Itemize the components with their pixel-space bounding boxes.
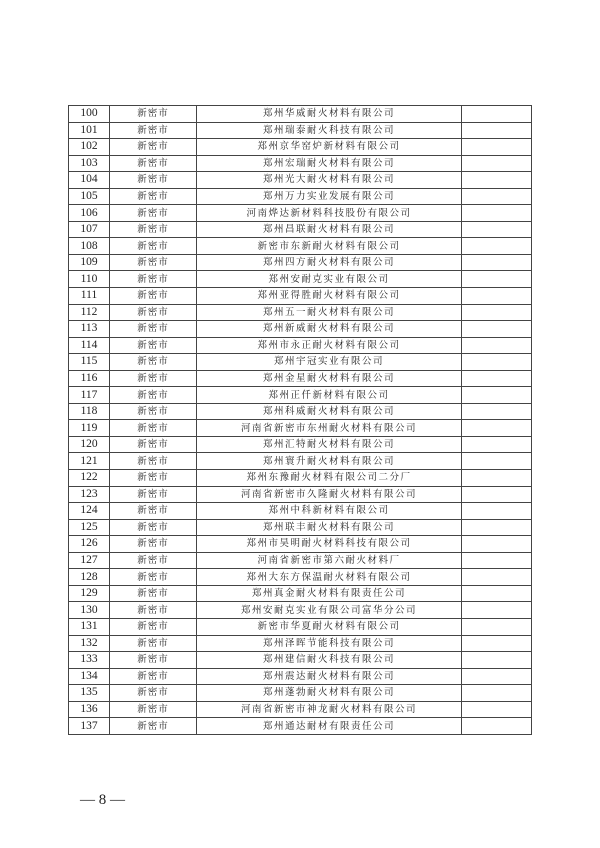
row-city: 新密市	[110, 602, 197, 619]
row-number: 112	[69, 304, 110, 321]
row-note	[462, 288, 532, 305]
row-number: 120	[69, 436, 110, 453]
table-row	[69, 569, 532, 586]
row-city: 新密市	[110, 420, 197, 437]
row-note	[462, 718, 532, 735]
table-row	[69, 668, 532, 685]
row-note	[462, 470, 532, 487]
row-company: 郑州万力实业发展有限公司	[197, 188, 462, 205]
row-number: 115	[69, 354, 110, 371]
row-number: 106	[69, 205, 110, 222]
row-note	[462, 205, 532, 222]
row-city: 新密市	[110, 188, 197, 205]
row-number: 121	[69, 453, 110, 470]
row-company: 郑州京华窑炉新材料有限公司	[197, 139, 462, 156]
row-city: 新密市	[110, 387, 197, 404]
row-number: 113	[69, 321, 110, 338]
row-note	[462, 635, 532, 652]
row-company: 郑州东豫耐火材料有限公司二分厂	[197, 470, 462, 487]
row-number: 136	[69, 701, 110, 718]
row-city: 新密市	[110, 453, 197, 470]
table-row	[69, 337, 532, 354]
row-company: 郑州宏瑞耐火材料有限公司	[197, 155, 462, 172]
row-city: 新密市	[110, 172, 197, 189]
table-row	[69, 403, 532, 420]
row-city: 新密市	[110, 254, 197, 271]
row-company: 郑州蓬勃耐火材料有限公司	[197, 685, 462, 702]
row-number: 108	[69, 238, 110, 255]
row-company: 郑州四方耐火材料有限公司	[197, 254, 462, 271]
row-note	[462, 585, 532, 602]
row-company: 河南烨达新材料科技股份有限公司	[197, 205, 462, 222]
row-company: 郑州金星耐火材料有限公司	[197, 370, 462, 387]
row-note	[462, 569, 532, 586]
row-note	[462, 122, 532, 139]
row-company: 郑州昌联耐火材料有限公司	[197, 221, 462, 238]
row-city: 新密市	[110, 685, 197, 702]
table-row	[69, 486, 532, 503]
row-number: 104	[69, 172, 110, 189]
table-row	[69, 321, 532, 338]
row-number: 125	[69, 519, 110, 536]
row-number: 134	[69, 668, 110, 685]
row-company: 河南省新密市神龙耐火材料有限公司	[197, 701, 462, 718]
row-note	[462, 155, 532, 172]
row-number: 137	[69, 718, 110, 735]
row-company: 郑州通达耐材有限责任公司	[197, 718, 462, 735]
row-note	[462, 420, 532, 437]
row-note	[462, 618, 532, 635]
row-city: 新密市	[110, 238, 197, 255]
row-company: 郑州科威耐火材料有限公司	[197, 403, 462, 420]
row-company: 河南省新密市第六耐火材料厂	[197, 552, 462, 569]
table-row	[69, 354, 532, 371]
row-city: 新密市	[110, 436, 197, 453]
table-row	[69, 635, 532, 652]
row-company: 郑州宇冠实业有限公司	[197, 354, 462, 371]
row-city: 新密市	[110, 668, 197, 685]
table-row	[69, 139, 532, 156]
row-company: 郑州大东方保温耐火材料有限公司	[197, 569, 462, 586]
row-note	[462, 503, 532, 520]
row-company: 河南省新密市东州耐火材料有限公司	[197, 420, 462, 437]
row-number: 103	[69, 155, 110, 172]
table-row	[69, 519, 532, 536]
row-number: 117	[69, 387, 110, 404]
row-note	[462, 602, 532, 619]
row-city: 新密市	[110, 403, 197, 420]
row-number: 132	[69, 635, 110, 652]
row-company: 郑州新威耐火材料有限公司	[197, 321, 462, 338]
row-note	[462, 519, 532, 536]
row-company: 郑州建信耐火科技有限公司	[197, 652, 462, 669]
row-company: 郑州联丰耐火材料有限公司	[197, 519, 462, 536]
row-number: 127	[69, 552, 110, 569]
row-note	[462, 238, 532, 255]
row-number: 116	[69, 370, 110, 387]
row-city: 新密市	[110, 337, 197, 354]
table-row	[69, 155, 532, 172]
row-company: 郑州汇特耐火材料有限公司	[197, 436, 462, 453]
row-note	[462, 254, 532, 271]
row-company: 郑州安耐克实业有限公司富华分公司	[197, 602, 462, 619]
row-note	[462, 354, 532, 371]
row-number: 110	[69, 271, 110, 288]
row-note	[462, 536, 532, 553]
table-row	[69, 420, 532, 437]
row-company: 新密市东新耐火材料有限公司	[197, 238, 462, 255]
table-row	[69, 221, 532, 238]
row-city: 新密市	[110, 503, 197, 520]
row-note	[462, 652, 532, 669]
row-city: 新密市	[110, 106, 197, 123]
row-city: 新密市	[110, 519, 197, 536]
row-company: 郑州震达耐火材料有限公司	[197, 668, 462, 685]
table-row	[69, 718, 532, 735]
row-note	[462, 370, 532, 387]
row-number: 123	[69, 486, 110, 503]
row-city: 新密市	[110, 370, 197, 387]
row-number: 100	[69, 106, 110, 123]
company-list-table	[68, 105, 532, 735]
row-note	[462, 304, 532, 321]
row-number: 135	[69, 685, 110, 702]
page-number: — 8 —	[80, 792, 125, 808]
row-note	[462, 685, 532, 702]
table-row	[69, 552, 532, 569]
row-number: 114	[69, 337, 110, 354]
row-company: 郑州真金耐火材料有限责任公司	[197, 585, 462, 602]
row-company: 郑州市昊明耐火材料科技有限公司	[197, 536, 462, 553]
row-city: 新密市	[110, 321, 197, 338]
row-city: 新密市	[110, 271, 197, 288]
row-number: 102	[69, 139, 110, 156]
row-city: 新密市	[110, 536, 197, 553]
row-note	[462, 139, 532, 156]
table-body	[69, 106, 532, 735]
row-city: 新密市	[110, 486, 197, 503]
row-company: 郑州亚得胜耐火材料有限公司	[197, 288, 462, 305]
row-city: 新密市	[110, 470, 197, 487]
row-city: 新密市	[110, 122, 197, 139]
table-row	[69, 122, 532, 139]
row-number: 111	[69, 288, 110, 305]
table-row	[69, 470, 532, 487]
row-number: 122	[69, 470, 110, 487]
row-company: 郑州泽晖节能科技有限公司	[197, 635, 462, 652]
row-company: 郑州正仟新材料有限公司	[197, 387, 462, 404]
row-company: 河南省新密市久隆耐火材料有限公司	[197, 486, 462, 503]
row-city: 新密市	[110, 718, 197, 735]
table-row	[69, 205, 532, 222]
row-company: 郑州安耐克实业有限公司	[197, 271, 462, 288]
row-number: 130	[69, 602, 110, 619]
row-company: 郑州寰升耐火材料有限公司	[197, 453, 462, 470]
row-note	[462, 337, 532, 354]
table-row	[69, 188, 532, 205]
table-row	[69, 536, 532, 553]
row-company: 郑州五一耐火材料有限公司	[197, 304, 462, 321]
table-row	[69, 254, 532, 271]
row-city: 新密市	[110, 585, 197, 602]
row-note	[462, 552, 532, 569]
row-note	[462, 701, 532, 718]
table-row	[69, 618, 532, 635]
row-city: 新密市	[110, 618, 197, 635]
row-city: 新密市	[110, 221, 197, 238]
row-city: 新密市	[110, 155, 197, 172]
row-company: 新密市华夏耐火材料有限公司	[197, 618, 462, 635]
row-number: 119	[69, 420, 110, 437]
table-row	[69, 453, 532, 470]
row-city: 新密市	[110, 701, 197, 718]
row-number: 128	[69, 569, 110, 586]
row-number: 109	[69, 254, 110, 271]
table-row	[69, 585, 532, 602]
table-row	[69, 172, 532, 189]
row-company: 郑州华威耐火材料有限公司	[197, 106, 462, 123]
table-row	[69, 304, 532, 321]
row-number: 126	[69, 536, 110, 553]
row-note	[462, 486, 532, 503]
table-row	[69, 701, 532, 718]
row-number: 118	[69, 403, 110, 420]
table-row	[69, 436, 532, 453]
table-row	[69, 106, 532, 123]
row-city: 新密市	[110, 569, 197, 586]
row-number: 131	[69, 618, 110, 635]
row-city: 新密市	[110, 139, 197, 156]
row-number: 133	[69, 652, 110, 669]
row-company: 郑州瑞泰耐火科技有限公司	[197, 122, 462, 139]
table-row	[69, 370, 532, 387]
row-city: 新密市	[110, 354, 197, 371]
row-note	[462, 188, 532, 205]
row-note	[462, 172, 532, 189]
row-number: 129	[69, 585, 110, 602]
row-city: 新密市	[110, 635, 197, 652]
row-note	[462, 436, 532, 453]
table-row	[69, 503, 532, 520]
row-note	[462, 321, 532, 338]
row-number: 101	[69, 122, 110, 139]
table-row	[69, 387, 532, 404]
row-note	[462, 106, 532, 123]
row-city: 新密市	[110, 304, 197, 321]
row-note	[462, 453, 532, 470]
row-note	[462, 387, 532, 404]
row-city: 新密市	[110, 552, 197, 569]
table-row	[69, 238, 532, 255]
row-note	[462, 668, 532, 685]
table-row	[69, 685, 532, 702]
row-city: 新密市	[110, 205, 197, 222]
table-row	[69, 288, 532, 305]
row-note	[462, 403, 532, 420]
row-company: 郑州光大耐火材料有限公司	[197, 172, 462, 189]
row-company: 郑州中科新材料有限公司	[197, 503, 462, 520]
row-company: 郑州市永正耐火材料有限公司	[197, 337, 462, 354]
row-note	[462, 221, 532, 238]
row-number: 105	[69, 188, 110, 205]
row-number: 107	[69, 221, 110, 238]
table-row	[69, 652, 532, 669]
table-row	[69, 271, 532, 288]
row-note	[462, 271, 532, 288]
row-number: 124	[69, 503, 110, 520]
row-city: 新密市	[110, 288, 197, 305]
table-row	[69, 602, 532, 619]
row-city: 新密市	[110, 652, 197, 669]
